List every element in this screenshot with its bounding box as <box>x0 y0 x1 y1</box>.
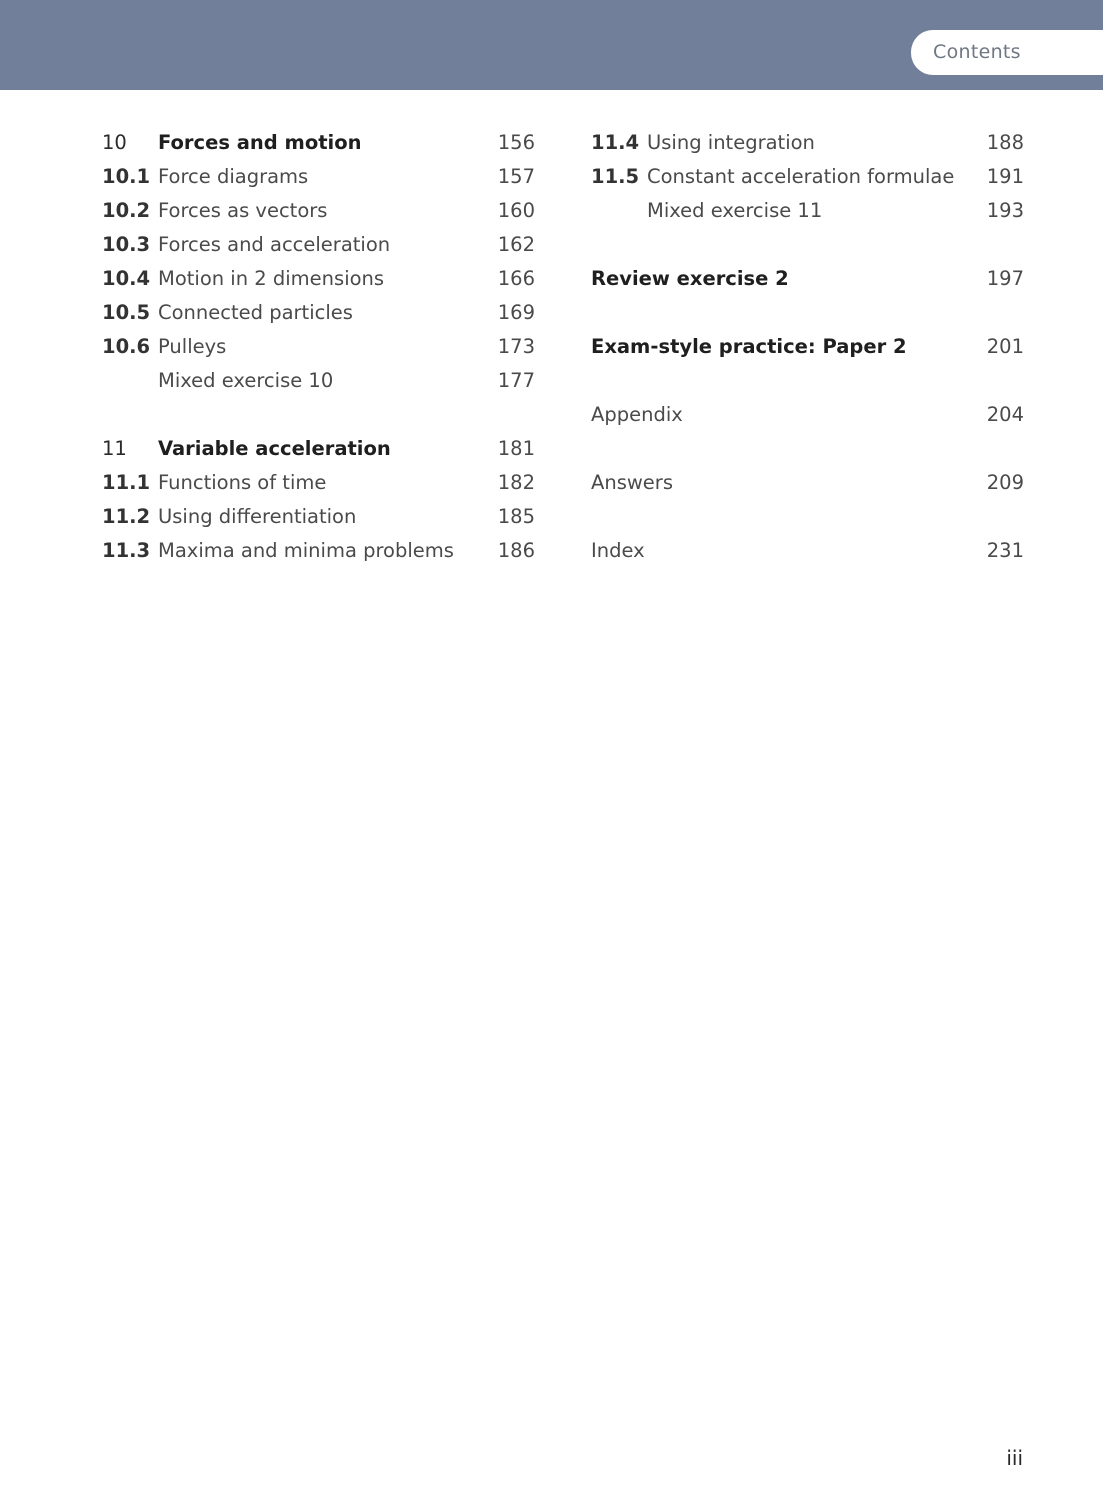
toc-entry <box>102 500 535 534</box>
toc-right-column <box>591 126 1024 568</box>
toc-entry-title: Index <box>591 539 645 562</box>
toc-entry-page: 162 <box>497 233 535 256</box>
toc-entry-page: 173 <box>497 335 535 358</box>
toc-entry-page: 197 <box>986 267 1024 290</box>
toc-entry <box>102 228 535 262</box>
toc-entry-title: Mixed exercise 10 <box>158 369 334 392</box>
toc-entry <box>591 126 1024 160</box>
toc-entry-page: 231 <box>986 539 1024 562</box>
toc-entry-page: 188 <box>986 131 1024 154</box>
toc-entry-page: 209 <box>986 471 1024 494</box>
toc-entry-title: Appendix <box>591 403 683 426</box>
toc-entry-page: 157 <box>497 165 535 188</box>
toc-entry <box>591 330 1024 364</box>
toc-entry-page: 156 <box>497 131 535 154</box>
toc-entry-title: Variable acceleration <box>158 437 391 460</box>
toc-entry <box>102 330 535 364</box>
toc-entry-number: 10.1 <box>102 165 151 188</box>
toc-spacer <box>591 296 1024 330</box>
toc-entry-number: 11.2 <box>102 505 151 528</box>
toc-entry <box>591 262 1024 296</box>
toc-spacer <box>591 432 1024 466</box>
toc-entry <box>102 296 535 330</box>
toc-entry-title: Connected particles <box>158 301 353 324</box>
toc-entry-number: 11.5 <box>591 165 640 188</box>
toc-entry-page: 160 <box>497 199 535 222</box>
toc-entry-number: 11.4 <box>591 131 640 154</box>
toc-entry-title: Using integration <box>647 131 815 154</box>
toc-entry-number: 10.4 <box>102 267 151 290</box>
section-tab <box>911 30 1103 75</box>
toc-entry-title: Motion in 2 dimensions <box>158 267 385 290</box>
toc-entry <box>102 364 535 398</box>
toc-entry-title: Using differentiation <box>158 505 357 528</box>
section-tab-label: Contents <box>933 41 1021 63</box>
toc-entry-title: Functions of time <box>158 471 327 494</box>
toc-entry-page: 182 <box>497 471 535 494</box>
toc-entry-page: 191 <box>986 165 1024 188</box>
toc-spacer <box>102 398 535 432</box>
toc-entry <box>591 534 1024 568</box>
toc-entry-title: Exam-style practice: Paper 2 <box>591 335 907 358</box>
toc-entry-page: 185 <box>497 505 535 528</box>
toc-entry-title: Forces and motion <box>158 131 362 154</box>
toc-entry <box>102 194 535 228</box>
toc-entry-title: Forces as vectors <box>158 199 328 222</box>
toc-entry-title: Pulleys <box>158 335 227 358</box>
toc-entry <box>102 534 535 568</box>
toc-entry <box>102 160 535 194</box>
toc-entry-number: 11.1 <box>102 471 151 494</box>
toc-entry-number: 10.5 <box>102 301 151 324</box>
toc-spacer <box>591 364 1024 398</box>
toc-entry-page: 204 <box>986 403 1024 426</box>
toc-spacer <box>591 228 1024 262</box>
toc-entry <box>102 432 535 466</box>
toc-entry-page: 177 <box>497 369 535 392</box>
toc-entry-page: 181 <box>497 437 535 460</box>
toc-entry <box>591 160 1024 194</box>
toc-entry-number: 10.6 <box>102 335 151 358</box>
toc-entry-number: 10.2 <box>102 199 151 222</box>
toc-entry-page: 201 <box>986 335 1024 358</box>
toc-entry-number: 11 <box>102 437 127 460</box>
toc-entry-page: 166 <box>497 267 535 290</box>
toc-entry-page: 169 <box>497 301 535 324</box>
toc-entry-page: 193 <box>986 199 1024 222</box>
toc-entry-title: Forces and acceleration <box>158 233 391 256</box>
toc-entry <box>102 126 535 160</box>
toc-entry-number: 10.3 <box>102 233 151 256</box>
toc-entry-title: Constant acceleration formulae <box>647 165 955 188</box>
toc-entry-page: 186 <box>497 539 535 562</box>
header-band <box>0 0 1103 90</box>
toc-entry <box>591 466 1024 500</box>
toc-entry <box>591 194 1024 228</box>
toc-entry-title: Mixed exercise 11 <box>647 199 823 222</box>
toc-left-column <box>102 126 535 568</box>
toc-entry-title: Maxima and minima problems <box>158 539 454 562</box>
toc-spacer <box>591 500 1024 534</box>
toc-entry-number: 10 <box>102 131 127 154</box>
toc-entry-title: Review exercise 2 <box>591 267 789 290</box>
toc-entry-number: 11.3 <box>102 539 151 562</box>
toc-entry-title: Force diagrams <box>158 165 309 188</box>
toc-entry <box>102 262 535 296</box>
page-number: iii <box>1006 1446 1023 1470</box>
toc-entry <box>591 398 1024 432</box>
toc-entry-title: Answers <box>591 471 673 494</box>
toc-entry <box>102 466 535 500</box>
